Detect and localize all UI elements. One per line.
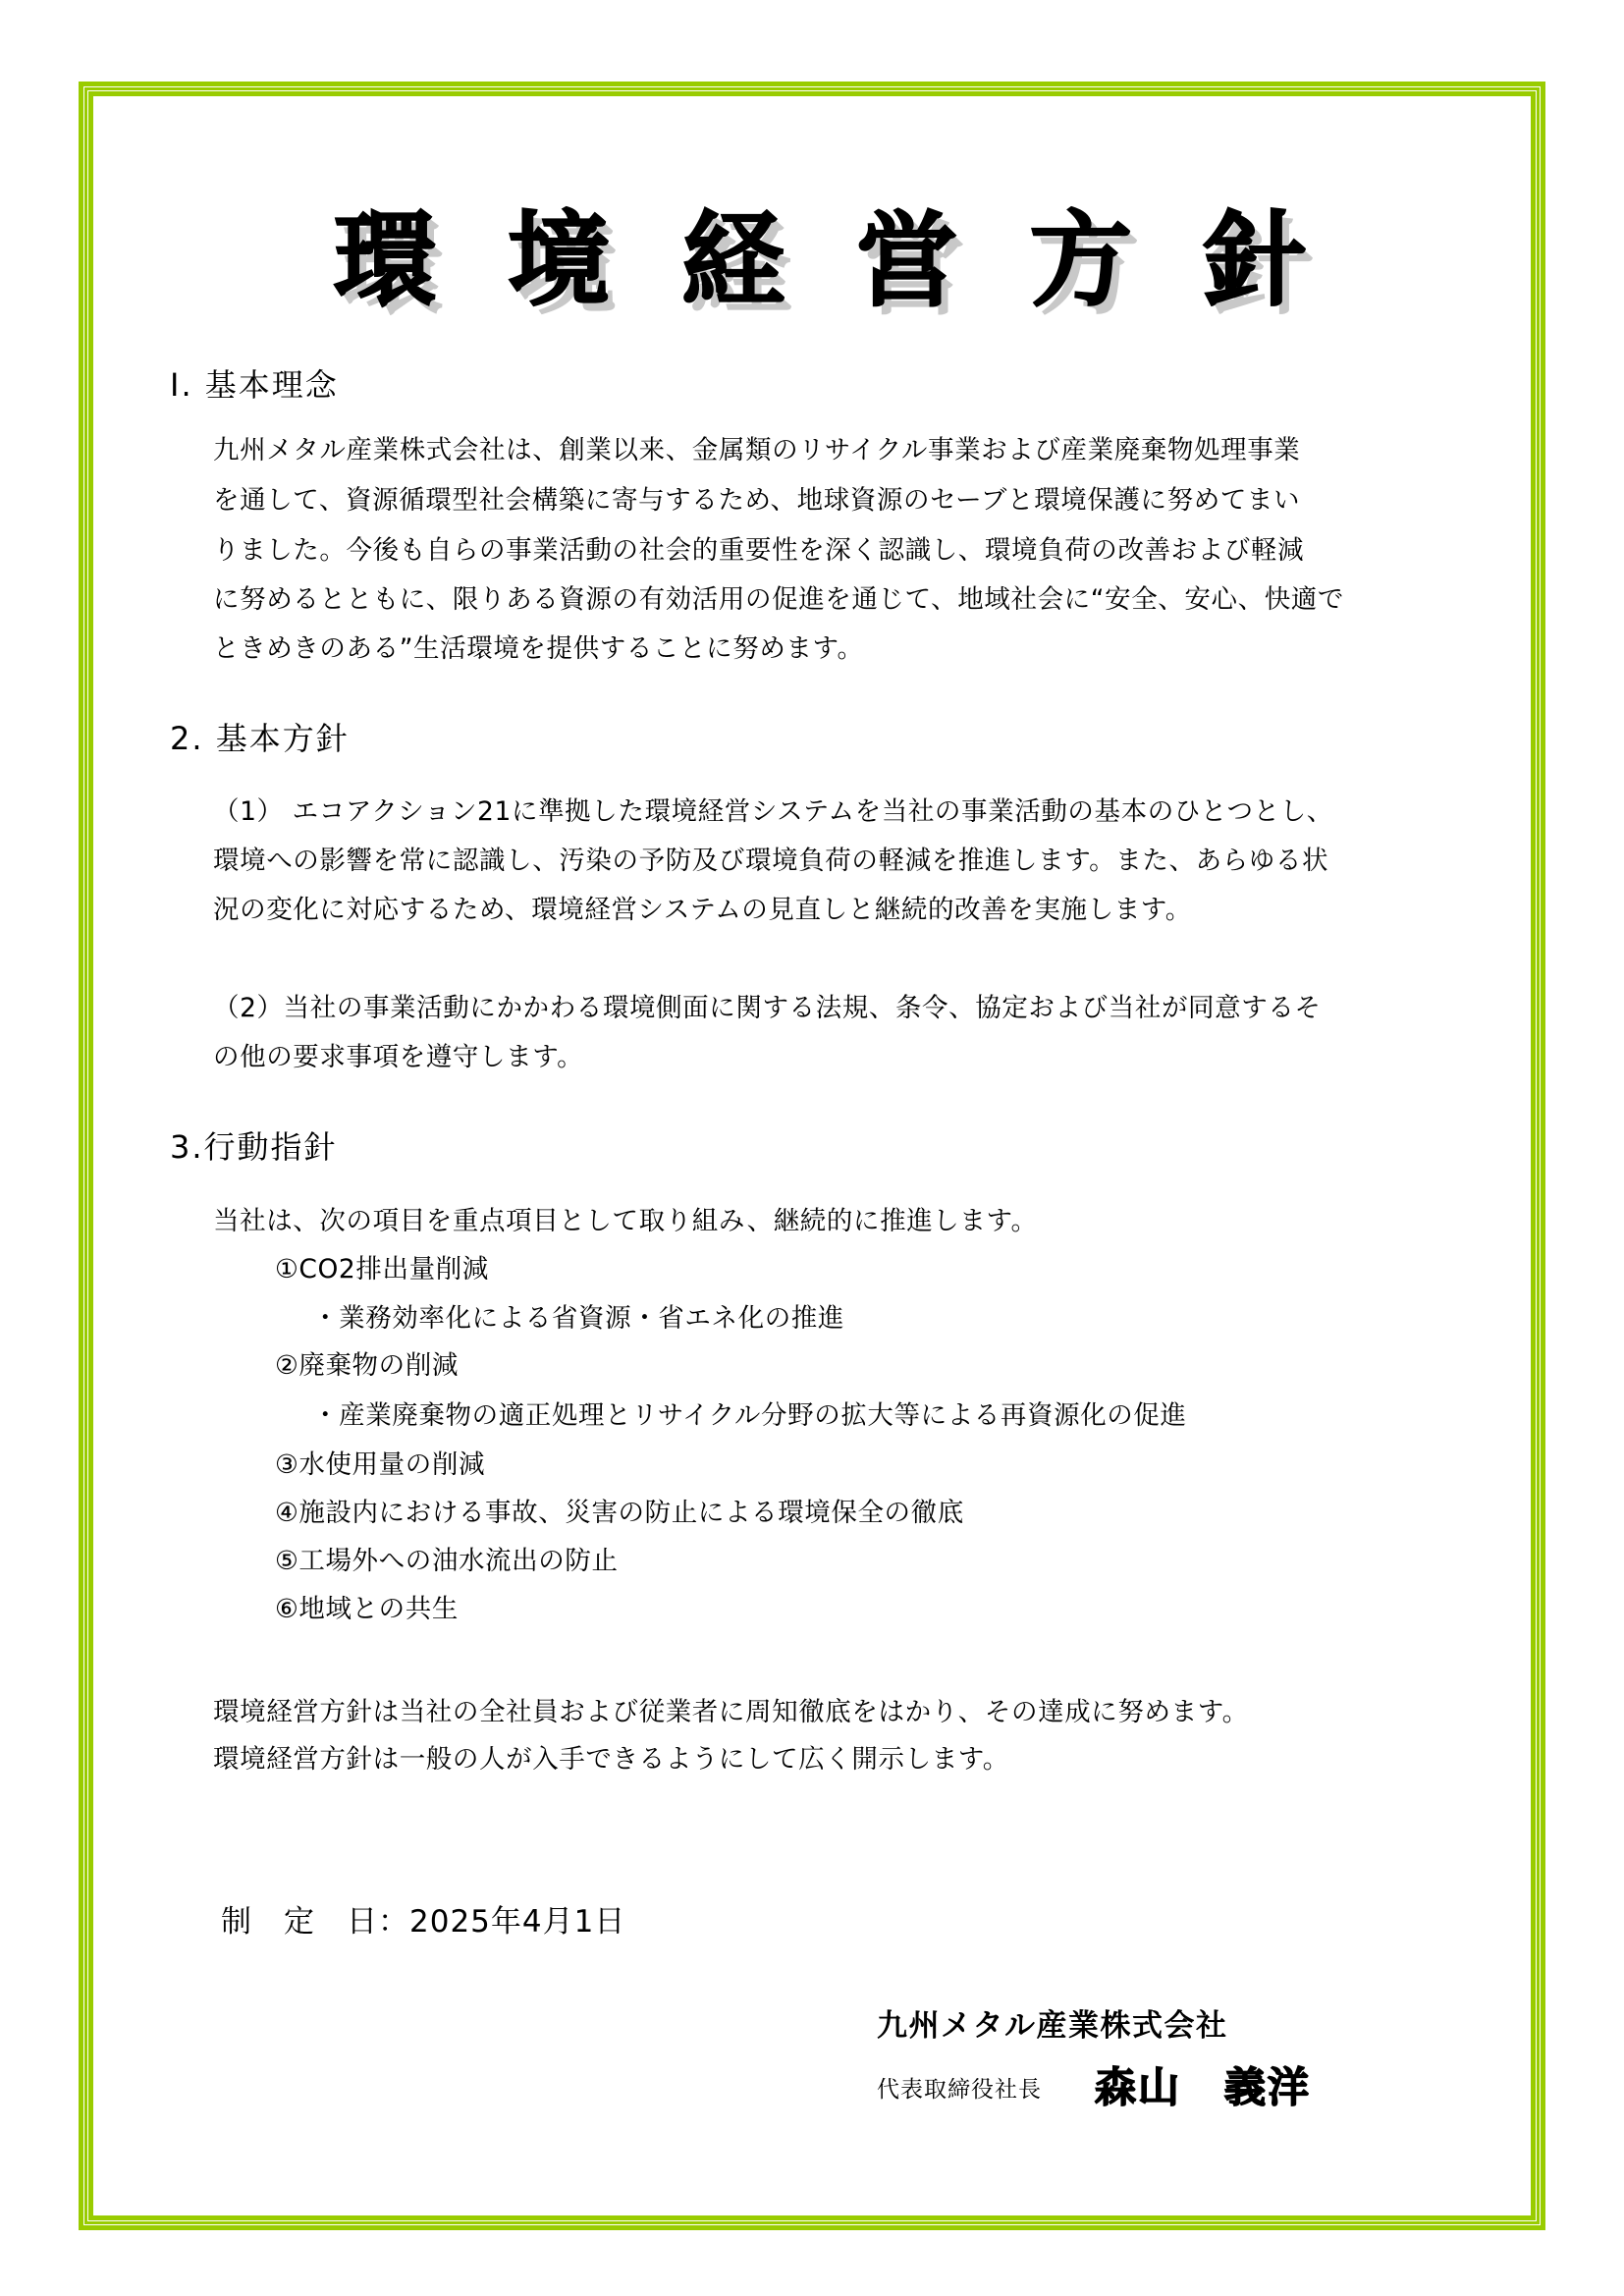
title-char: 経 — [681, 200, 785, 320]
date-label: 制 定 日： — [221, 1904, 409, 1940]
section-heading-basic-philosophy: Ⅰ. 基本理念 — [170, 366, 339, 404]
guideline-item: ⑥地域との共生 — [275, 1594, 459, 1624]
title-char: 方 — [1029, 200, 1132, 320]
guideline-item: ④施設内における事故、災害の防止による環境保全の徹底 — [275, 1498, 964, 1528]
guideline-item: ②廃棄物の削減 — [275, 1350, 459, 1381]
guideline-subitem: ・業務効率化による省資源・省エネ化の推進 — [312, 1303, 844, 1334]
closing-line: 環境経営方針は一般の人が入手できるようにして広く開示します。 — [213, 1744, 1009, 1775]
title-char: 環 — [334, 200, 437, 320]
guideline-intro: 当社は、次の項目を重点項目として取り組み、継続的に推進します。 — [213, 1206, 1038, 1236]
policy-item-1-line: 況の変化に対応するため、環境経営システムの見直しと継続的改善を実施します。 — [213, 895, 1192, 925]
guideline-item: ①CO2排出量削減 — [275, 1254, 489, 1285]
policy-item-2-line: の他の要求事項を遵守します。 — [213, 1042, 584, 1072]
paragraph-line: に努めるとともに、限りある資源の有効活用の促進を通じて、地域社会に“安全、安心、快適で — [213, 584, 1344, 615]
guideline-item: ⑤工場外への油水流出の防止 — [275, 1546, 619, 1576]
policy-item-1-line: 環境への影響を常に認識し、汚染の予防及び環境負荷の軽減を推進します。また、あらゆる状 — [213, 846, 1329, 876]
title-char: 針 — [1203, 200, 1306, 320]
date-value: 2025年4月1日 — [409, 1904, 626, 1940]
paragraph-line: 九州メタル産業株式会社は、創業以来、金属類のリサイクル事業および産業廃棄物処理事業 — [213, 435, 1301, 465]
title-char: 営 — [855, 200, 958, 320]
representative-title: 代表取締役社長 — [877, 2077, 1042, 2103]
closing-line: 環境経営方針は当社の全社員および従業者に周知徹底をはかり、その達成に努めます。 — [213, 1697, 1249, 1727]
policy-item-2-line: （2）当社の事業活動にかかわる環境側面に関する法規、条令、協定および当社が同意するそ — [213, 993, 1322, 1023]
guideline-subitem: ・産業廃棄物の適正処理とリサイクル分野の拡大等による再資源化の促進 — [312, 1400, 1187, 1431]
guideline-item: ③水使用量の削減 — [275, 1449, 486, 1480]
company-name: 九州メタル産業株式会社 — [877, 2008, 1228, 2044]
section-heading-action-guidelines: 3.行動指針 — [170, 1128, 338, 1166]
representative-signature: 森山 義洋 — [1095, 2063, 1312, 2111]
section-heading-basic-policy: 2. 基本方針 — [170, 720, 350, 757]
policy-item-1-line: （1） エコアクション21に準拠した環境経営システムを当社の事業活動の基本のひとつとし、 — [213, 796, 1333, 827]
enactment-date — [221, 1904, 626, 1940]
title-char: 境 — [508, 200, 611, 320]
paragraph-line: ときめきのある”生活環境を提供することに努めます。 — [213, 633, 864, 664]
paragraph-line: りました。今後も自らの事業活動の社会的重要性を深く認識し、環境負荷の改善および軽減 — [213, 535, 1305, 566]
page-title — [334, 201, 1306, 319]
paragraph-line: を通して、資源循環型社会構築に寄与するため、地球資源のセーブと環境保護に努めてまい — [213, 485, 1301, 516]
